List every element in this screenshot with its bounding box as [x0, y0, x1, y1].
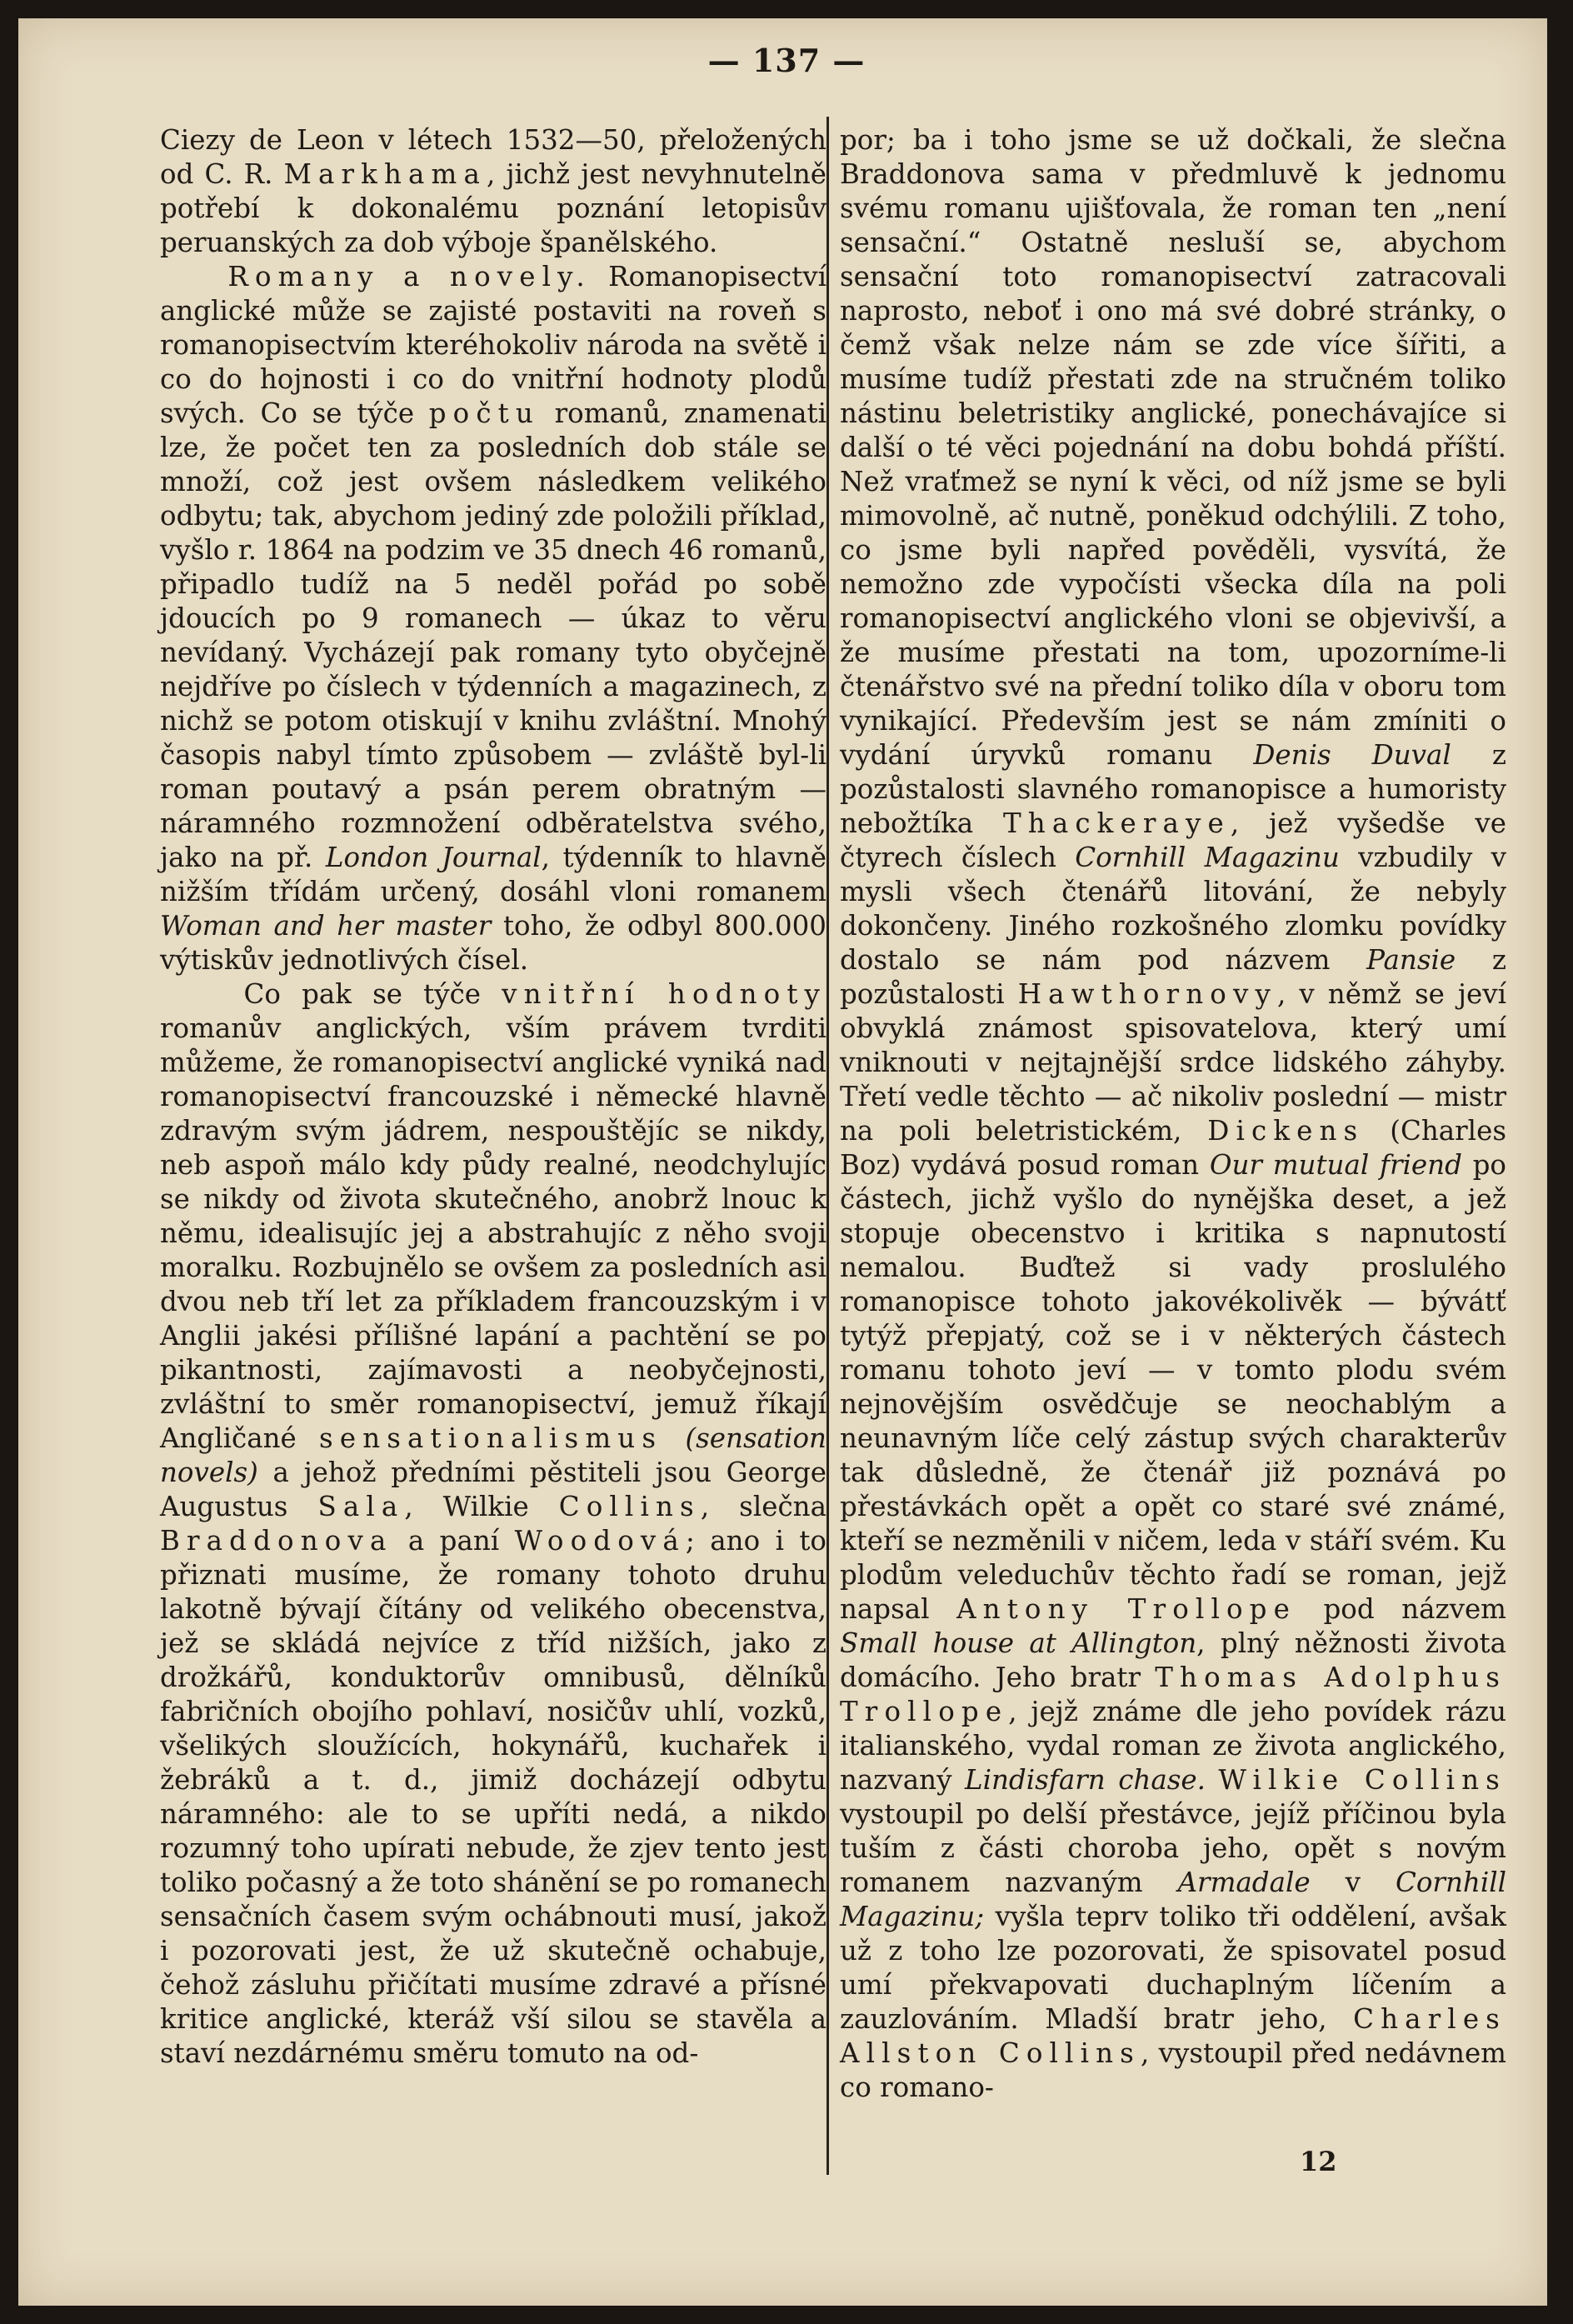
text-run: v	[1310, 1867, 1396, 1898]
text-run: ; ano i to přiznati musíme, že romany tohoto druhu lakotně bývají čítány od velikého obecenstva, jež se skládá nejvíce z tříd nižších, jako z drožkářů, konduktorův omnibusů, dělníků fabričních obojího pohlaví, nosičův uhlí, vozků, všelikých sloužících, hokynářů, kuchařek i žebráků a t. d., jimiž docházejí odbytu náramného: ale to se upříti nedá, a nikdo rozumný toho upírati nebude, že zjev tento jest toliko počasný a že toto shánění se po romanech sensačních časem svým ochábnouti musí, jakož i pozorovati jest, že už skutečně ochabuje, čehož zásluhu přičítati musíme zdravé a přísné kritice anglické, kteráž vší silou se stavěla a staví nezdárnému směru tomuto na od-	[160, 1525, 827, 2069]
spaced-name: Hawthornovy	[1017, 978, 1277, 1010]
italic-title: Pansie	[1366, 944, 1456, 976]
section-heading: Romany a novely.	[227, 261, 592, 292]
text-run: , vystoupil před nedávnem co romano-	[840, 2037, 1506, 2103]
text-run: , jejž známe dle jeho povídek rázu italianského, vydal roman ze života anglického, nazvaný	[840, 1696, 1506, 1796]
text-run: Co pak se týče	[243, 978, 502, 1010]
spaced-name: Wilkie Collins	[1218, 1764, 1506, 1796]
italic-title: London Journal	[325, 842, 542, 873]
text-run: vystoupil po delší přestávce, jejíž příčinou byla tuším z části choroba jeho, opět s novým romanem nazvaným	[840, 1798, 1506, 1898]
text-run: a paní	[392, 1525, 515, 1557]
paragraph-1	[160, 123, 826, 260]
text-run: , v němž se jeví obvyklá známost spisovatelova, který umí vniknouti v nejtajnější srdce lidského záhyby. Třetí vedle těchto — ač nikoliv poslední — mistr na poli beletristickém,	[840, 978, 1506, 1147]
text-run: , Wilkie	[404, 1491, 559, 1522]
text-run: z pozůstalosti	[840, 944, 1506, 1010]
emphasis-spaced: sensationalismus	[319, 1422, 663, 1454]
right-column	[840, 123, 1506, 2105]
paragraph-vnitrni-hodnoty	[160, 977, 826, 2071]
text-run: , jichž jest nevyhnutelně potřebí k dokonalému poznání letopisův peruanských za dob výboje španělského.	[160, 158, 826, 258]
column-divider	[826, 117, 829, 2175]
text-run: vzbudily v mysli všech čtenářů litování, že nebyly dokončeny. Jiného rozkošného zlomku povídky dostalo se nám pod názvem	[840, 842, 1506, 976]
spaced-name: Thomas Adolphus Trollope	[840, 1662, 1507, 1727]
text-run: pod názvem	[1296, 1593, 1506, 1625]
text-run: Romanopisectví anglické může se zajisté postaviti na roveň s romanopisectvím kteréhokoliv národa na světě i co do hojnosti i co do vnitřní hodnoty plodů svých. Co se týče	[160, 261, 826, 429]
italic-title: Our mutual friend	[1209, 1149, 1462, 1181]
spaced-name: Woodová	[514, 1525, 686, 1557]
italic-term: (sensation novels)	[160, 1422, 826, 1488]
text-run: romanův anglických, vším právem tvrditi můžeme, že romanopisectví anglické vyniká nad romanopisectví francouzské i německé hlavně zdravým svým jádrem, nespouštějíc se nikdy, neb aspoň málo kdy půdy realné, neodchylujíc se nikdy od života skutečného, anobrž lnouc k němu, idealisujíc jej a abstrahujíc z něho svoji moralku. Rozbujnělo se ovšem za posledních asi dvou neb tří let za příkladem francouzským i v Anglii jakési přílišné lapání a pachtění se po pikantnosti, zajímavosti a neobyčejnosti, zvláštní to směr romanopisectví, jemuž říkají Angličané	[160, 1012, 826, 1454]
spaced-name: Charles Allston Collins	[840, 2003, 1506, 2069]
italic-title: Woman and her master	[160, 910, 492, 942]
emphasis-spaced: vnitřní hodnoty	[502, 978, 826, 1010]
italic-title: Armadale	[1177, 1867, 1311, 1898]
italic-title: Cornhill Magazinu	[1075, 842, 1340, 873]
paragraph-romany-a-novely	[160, 260, 826, 977]
text-run: Ciezy de Leon v létech 1532—50, přeložených od C. R.	[160, 124, 826, 190]
spaced-name: Dickens	[1207, 1115, 1365, 1147]
text-run: (Charles Boz) vydává posud roman	[840, 1115, 1506, 1181]
signature-mark: 12	[1300, 2146, 1337, 2177]
left-column	[160, 123, 826, 2071]
spaced-name: Markhama	[283, 158, 487, 190]
italic-title: Lindisfarn chase.	[965, 1764, 1206, 1796]
text-run: , slečna	[700, 1491, 826, 1522]
spaced-name: Thackeraye	[1003, 807, 1231, 839]
spaced-name: Sala	[317, 1491, 405, 1522]
text-run: por; ba i toho jsme se už dočkali, že slečna Braddonova sama v předmluvě k jednomu svému romanu ujišťovala, že roman ten „není sensační.“ Ostatně nesluší se, abychom sensační toto romanopisectví zatracovali naprosto, neboť i ono má své dobré stránky, o čemž však nelze nám se zde více šířiti, a musíme tudíž přestati zde na stručném toliko nástinu beletristiky anglické, ponechávajíce si další o té věci pojednání na dobu bohdá příští. Než vraťmež se nyní k věci, od níž jsme se byli mimovolně, ač nutně, poněkud odchýlili. Z toho, co jsme byli napřed pověděli, vysvítá, že nemožno zde vypočísti všecka díla na poli romanopisectví anglického vloni se objevivší, a že musíme přestati na tom, upozorníme-li čtenářstvo své na přední toliko díla v oboru tom vynikající. Především jest se nám zmíniti o vydání úryvků romanu	[840, 124, 1506, 771]
spaced-name: Antony Trollope	[956, 1593, 1296, 1625]
text-run: romanů, znamenati lze, že počet ten za posledních dob stále se množí, což jest ovšem následkem velikého odbytu; tak, abychom jediný zde položili příklad, vyšlo r. 1864 na podzim ve 35 dnech 46 romanů, připadlo tudíž na 5 neděl pořád po sobě jdoucích po 9 romanech — úkaz to věru nevídaný. Vycházejí pak romany tyto obyčejně nejdříve po číslech v týdenních a magazinech, z nichž se potom otiskují v knihu zvláštní. Mnohý časopis nabyl tímto způsobem — zvláště byl-li roman poutavý a psán perem obratným — náramného rozmnožení odběratelstva svého, jako na př.	[160, 397, 826, 873]
text-run: z pozůstalosti slavného romanopisce a humoristy nebožtíka	[840, 739, 1506, 839]
emphasis-spaced: počtu	[428, 397, 540, 429]
italic-title: Cornhill Magazinu;	[840, 1867, 1506, 1932]
text-run: vyšla teprv toliko tři oddělení, avšak už z toho lze pozorovati, že spisovatel posud umí překvapovati duchaplným líčením a zauzlováním. Mladší bratr jeho,	[840, 1901, 1506, 2035]
text-run: po částech, jichž vyšlo do nynějška deset, a jež stopuje obecenstvo i kritika s napnutostí nemalou. Buďtež si vady proslulého romanopisce tohoto jakovékolivěk — bývátť tytýž přepjatý, což se i v některých částech romanu tohoto jeví — v tomto plodu svém nejnovějším osvědčuje se neochablým a neunavným líče celý zástup svých charakterův tak důsledně, že čtenář již poznává po přestávkách opět a opět co staré své známé, kteří se nezměnili v ničem, leda v stáří svém. Ku plodům veleduchův těchto řadí se roman, jejž napsal	[840, 1149, 1506, 1625]
paragraph-continued	[840, 123, 1506, 2105]
text-run: toho, že odbyl 800.000 výtiskův jednotlivých čísel.	[160, 910, 826, 976]
italic-title: Denis Duval	[1253, 739, 1451, 771]
spaced-name: Braddonova	[160, 1525, 393, 1557]
italic-title: Small house at Allington	[840, 1627, 1197, 1659]
spaced-name: Collins	[558, 1491, 701, 1522]
text-run: a jehož předními pěstiteli jsou George Augustus	[160, 1457, 826, 1522]
page-number: — 137 —	[707, 42, 866, 79]
text-run: , týdenník to hlavně nižším třídám určený, dosáhl vloni romanem	[160, 842, 826, 907]
text-run: , plný něžnosti života domácího. Jeho bratr	[840, 1627, 1506, 1693]
text-run: , jež vyšedše ve čtyrech číslech	[840, 807, 1507, 873]
text-run	[1206, 1764, 1219, 1796]
